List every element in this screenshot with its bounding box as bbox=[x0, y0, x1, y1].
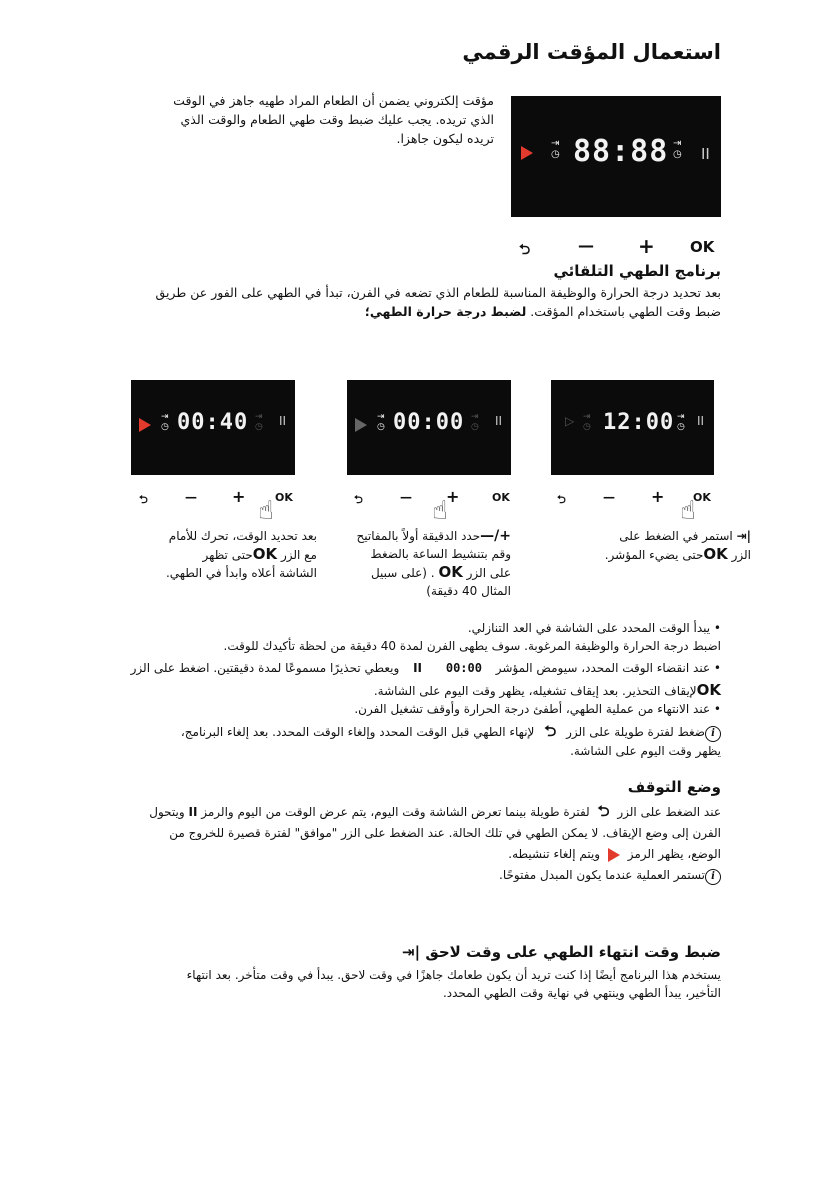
step-3-line-1: بعد تحديد الوقت، تحرك للأمام bbox=[168, 529, 317, 543]
intro-line-2: الذي تريده. يجب عليك ضبط وقت طهي الطعام والوقت الذي bbox=[180, 112, 494, 127]
step-2-line-1 bbox=[321, 527, 511, 545]
pause-note-text: تستمر العملية عندما يكون المبدل مفتوحًا. bbox=[499, 868, 705, 882]
pause-mode-heading: وضع التوقف bbox=[627, 778, 721, 796]
bullet-1-line-1: • يبدأ الوقت المحدد على الشاشة في العد التنازلي. bbox=[467, 621, 721, 635]
auto-line-2-plain: ضبط وقت الطهي باستخدام المؤقت. bbox=[530, 304, 721, 319]
play-icon bbox=[139, 418, 151, 432]
bullet-2-text-b: ويعطي تحذيرًا مسموعًا لمدة دقيقتين. اضغط على الزر bbox=[130, 661, 400, 675]
bullet-2-text-c: لإيقاف التحذير. بعد إيقاف تشغيله، يظهر وقت اليوم على الشاشة. bbox=[373, 684, 697, 698]
pause-line-1 bbox=[81, 801, 721, 823]
pause-symbol: II bbox=[188, 805, 198, 819]
pointer-hand-icon: ☝ bbox=[258, 496, 274, 526]
back-button[interactable]: ⮌ bbox=[557, 493, 566, 506]
pointer-hand-icon: ☝ bbox=[432, 496, 448, 526]
bullet-2-text-a: • عند انقضاء الوقت المحدد، سيومض المؤشر bbox=[495, 661, 721, 675]
end-time-icon: ⇥ ◷ bbox=[255, 412, 263, 432]
step-1-caption bbox=[561, 527, 751, 564]
note-line-1 bbox=[81, 722, 721, 742]
pause-indicator: II bbox=[697, 414, 705, 428]
ok-button[interactable]: OK bbox=[275, 491, 293, 504]
note-text-b: لإنهاء الطهي قبل الوقت المحدد وإلغاء الوقت المحدد. بعد إلغاء البرنامج، bbox=[180, 725, 535, 739]
end-time-icon: ⇥ ◷ bbox=[677, 412, 685, 432]
play-outline-icon bbox=[355, 418, 367, 432]
intro-line-3: تريده ليكون جاهزا. bbox=[396, 131, 494, 146]
bullet-1-line-2: اضبط درجة الحرارة والوظيفة المرغوبة. سوف يطهى الفرن لمدة 40 دقيقة من لحظة تأكيدك للوقت. bbox=[223, 639, 721, 653]
step-2-text-a: حدد الدقيقة أولاً بالمفاتيح bbox=[356, 529, 481, 543]
pause-mode-text bbox=[81, 801, 721, 886]
step-3-line-3: الشاشة أعلاه وابدأ في الطهي. bbox=[165, 566, 317, 580]
plus-button[interactable]: + bbox=[232, 487, 246, 506]
panel-time: 00:40 bbox=[177, 410, 249, 435]
main-timer-display bbox=[511, 96, 721, 217]
play-icon bbox=[608, 848, 620, 862]
pause-line-2: الفرن إلى وضع الإيقاف. لا يمكن الطهي في تلك الحالة. عند الضغط على الزر "موافق" لفترة قصيرة للخروج من bbox=[169, 826, 721, 840]
step-2-text-d: . (على سبيل bbox=[370, 566, 435, 580]
minus-button[interactable]: — bbox=[578, 236, 594, 255]
delay-heading-text: ضبط وقت انتهاء الطهي على وقت لاحق bbox=[425, 943, 721, 961]
step-3-line-2 bbox=[117, 545, 317, 564]
ok-button[interactable]: OK bbox=[693, 491, 711, 504]
info-icon: i bbox=[705, 869, 721, 885]
pause-note bbox=[81, 865, 721, 886]
start-time-icon: ⇥ ◷ bbox=[551, 138, 560, 160]
page-title: استعمال المؤقت الرقمي bbox=[462, 40, 721, 64]
step-3-ok: OK bbox=[252, 545, 278, 563]
back-button[interactable]: ⮌ bbox=[519, 242, 531, 258]
panel-time: 00:00 bbox=[393, 410, 465, 435]
start-time-icon: ⇥ ◷ bbox=[161, 412, 169, 432]
step-3-caption bbox=[117, 527, 317, 582]
step-2-text-c: على الزر bbox=[466, 566, 511, 580]
auto-line-2-bold: لضبط درجة حرارة الطهي؛ bbox=[364, 304, 527, 319]
delay-line-2: التأخير، يبدأ الطهي وينتهي في نهاية وقت الطهي المحدد. bbox=[442, 986, 721, 1000]
back-button[interactable]: ⮌ bbox=[139, 493, 148, 506]
start-time-icon: |⇥ bbox=[736, 529, 751, 543]
step-2-caption bbox=[321, 527, 511, 600]
minus-button[interactable]: — bbox=[603, 490, 615, 504]
timer-panel-clock bbox=[551, 380, 714, 475]
pause-indicator: II bbox=[701, 145, 710, 163]
intro-text bbox=[154, 91, 494, 148]
step-1-ok: OK bbox=[703, 545, 728, 563]
delay-line-1: يستخدم هذا البرنامج أيضًا إذا كنت تريد أن يكون طعامك جاهزًا في وقت لاحق. يبدأ في وقت متأخر. بعد انتهاء bbox=[186, 968, 721, 982]
end-time-icon: ⇥ ◷ bbox=[471, 412, 479, 432]
timer-panel-set bbox=[131, 380, 295, 475]
minus-button[interactable]: — bbox=[400, 490, 412, 504]
step-3-text-c: حتى تظهر bbox=[202, 548, 253, 562]
step-2-ok: OK bbox=[438, 563, 463, 581]
step-1-line-1 bbox=[561, 527, 751, 545]
back-button[interactable]: ⮌ bbox=[354, 493, 363, 506]
delay-heading bbox=[301, 943, 721, 961]
panel-time: 12:00 bbox=[603, 410, 675, 435]
back-arrow-icon: ⮌ bbox=[597, 802, 610, 820]
bullet-2-ok: OK bbox=[696, 681, 721, 699]
step-2-line-3 bbox=[321, 563, 511, 582]
step-3-text-b: مع الزر bbox=[280, 548, 317, 562]
step-1-text-b: الزر bbox=[731, 548, 751, 562]
timer-panel-minutes bbox=[347, 380, 511, 475]
bullet-3: • عند الانتهاء من عملية الطهي، أطفئ درجة الحرارة وأوقف تشغيل الفرن. bbox=[354, 702, 721, 716]
intro-line-1: مؤقت إلكتروني يضمن أن الطعام المراد طهيه جاهز في الوقت bbox=[173, 93, 494, 108]
bullet-2-line-2 bbox=[81, 681, 721, 700]
auto-line-2 bbox=[81, 302, 721, 321]
start-time-icon: ⇥ ◷ bbox=[583, 412, 591, 432]
bullet-2-pause: II bbox=[413, 661, 423, 675]
pause-text-b: لفترة طويلة بينما تعرض الشاشة وقت اليوم، يتم عرض الوقت من اليوم والرمز bbox=[201, 805, 590, 819]
plus-button[interactable]: + bbox=[651, 487, 665, 506]
bullet-2-line-1 bbox=[81, 659, 721, 677]
ok-button[interactable]: OK bbox=[492, 491, 510, 504]
end-time-icon: ⇥ ◷ bbox=[673, 138, 682, 160]
main-display-time: 88:88 bbox=[573, 134, 669, 169]
pause-text-c: ويتحول bbox=[149, 805, 185, 819]
play-icon bbox=[521, 146, 533, 160]
info-icon: i bbox=[705, 726, 721, 742]
auto-program-heading: برنامج الطهي التلقائي bbox=[553, 262, 721, 280]
step-1-text-a: استمر في الضغط على bbox=[619, 529, 733, 543]
back-arrow-icon: ⮌ bbox=[544, 722, 557, 740]
pause-indicator: II bbox=[279, 414, 287, 428]
bullet-list bbox=[81, 619, 721, 760]
auto-line-1: بعد تحديد درجة الحرارة والوظيفة المناسبة للطعام الذي تضعه في الفرن، تبدأ في الطهي على الفور عن طريق bbox=[155, 285, 721, 300]
note-line-2: يظهر وقت اليوم على الشاشة. bbox=[570, 744, 721, 758]
auto-program-text bbox=[81, 283, 721, 321]
minus-button[interactable]: — bbox=[185, 490, 197, 504]
pause-indicator: II bbox=[495, 414, 503, 428]
start-time-icon: ⇥ ◷ bbox=[377, 412, 385, 432]
pause-text-e: ويتم إلغاء تنشيطه. bbox=[508, 847, 601, 861]
pause-text-d: الوضع، يظهر الرمز bbox=[627, 847, 721, 861]
end-time-icon: |⇥ bbox=[402, 943, 421, 961]
bullet-2-time: 00:00 bbox=[445, 661, 482, 675]
plus-button[interactable]: + bbox=[446, 487, 460, 506]
step-1-text-c: حتى يضيء المؤشر. bbox=[604, 548, 704, 562]
delay-text bbox=[81, 966, 721, 1002]
step-2-line-2: وقم بتنشيط الساعة بالضغط bbox=[370, 547, 511, 561]
step-2-line-4: المثال 40 دقيقة) bbox=[426, 584, 511, 598]
pause-line-3 bbox=[81, 844, 721, 865]
ok-button[interactable]: OK bbox=[690, 238, 715, 256]
step-1-line-2 bbox=[561, 545, 751, 564]
note-text-a: ضغط لفترة طويلة على الزر bbox=[566, 725, 705, 739]
plus-button[interactable]: + bbox=[638, 234, 655, 258]
step-2-plus-minus: +/— bbox=[480, 528, 511, 544]
play-outline-icon: ▷ bbox=[565, 414, 575, 428]
pause-text-a: عند الضغط على الزر bbox=[617, 805, 721, 819]
pointer-hand-icon: ☝ bbox=[680, 496, 696, 526]
